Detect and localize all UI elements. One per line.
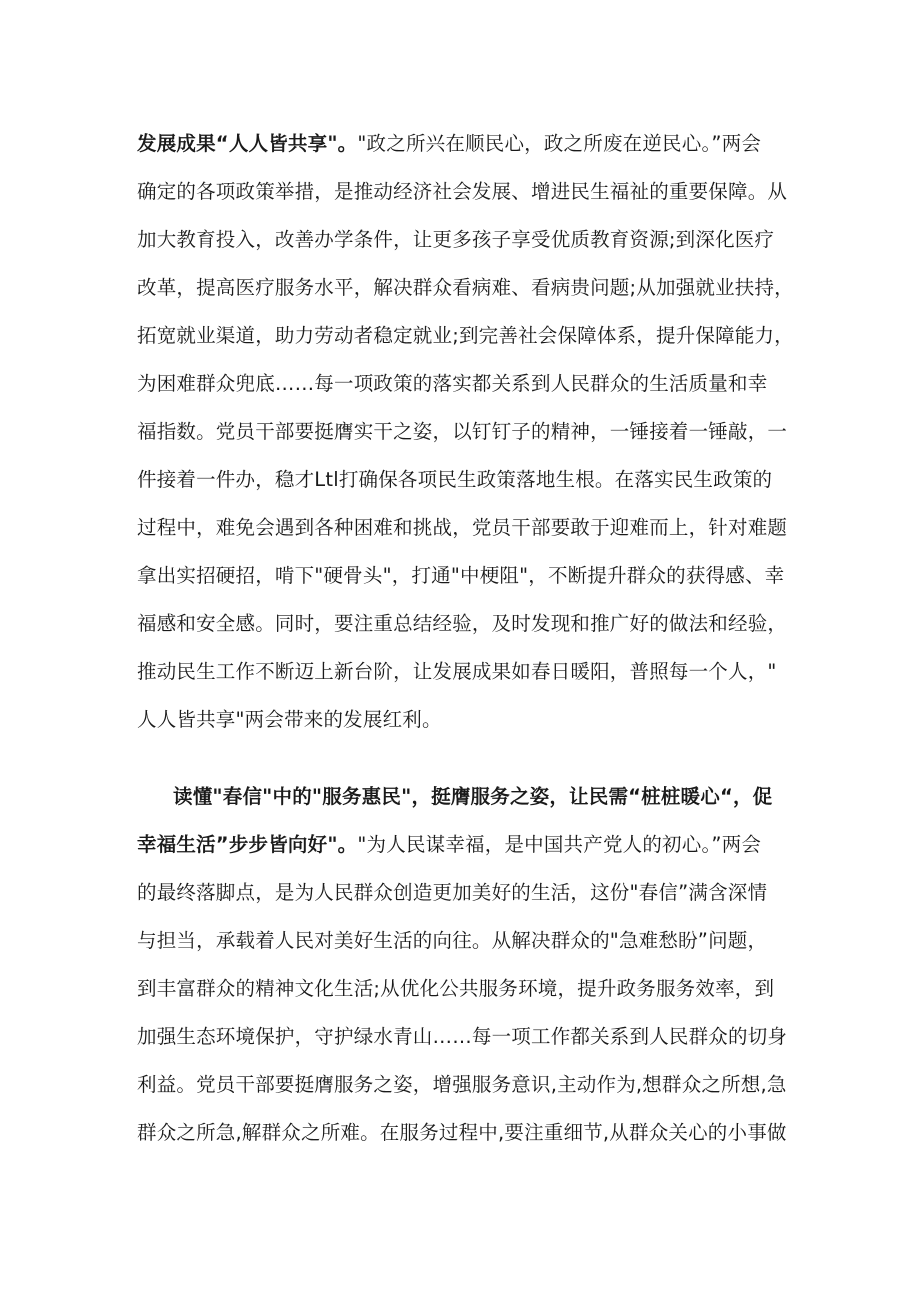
paragraph-1 (137, 120, 807, 744)
body-text: 福感和安全感。同时，要注重总结经验，及时发现和推广好的做法和经验， (137, 612, 788, 635)
text-line (137, 360, 807, 408)
body-text: 福指数。党员干部要挺膺实干之姿，以钉钉子的精神，一锤接着一锤敲，一 (137, 420, 788, 443)
body-text: 件接着一件办，稳才Ltl打确保各项民生政策落地生根。在落实民生政策的 (137, 468, 773, 491)
body-text: 群众之所急,解群众之所难。在服务过程中,要注重细节,从群众关心的小事做 (137, 1121, 787, 1144)
text-line (137, 648, 807, 696)
body-text: 与担当，承载着人民对美好生活的向往。从解决群众的"急难愁盼”问题， (137, 929, 768, 952)
text-line (137, 168, 807, 216)
body-text: 加强生态环境保护，守护绿水青山……每一项工作都关系到人民群众的切身 (137, 1025, 788, 1048)
bold-heading-text: 读懂"春信"中的"服务惠民"，挺膺服务之姿，让民需“桩桩暖心“，促 (173, 785, 773, 808)
text-line (137, 504, 807, 552)
text-line (137, 120, 807, 168)
bold-heading-text: 发展成果“人人皆共享"。 (137, 132, 358, 155)
bold-heading-text: 幸福生活”步步皆向好"。 (137, 833, 358, 856)
text-line (137, 1061, 807, 1109)
text-line (137, 408, 807, 456)
body-text: 到丰富群众的精神文化生活;从优化公共服务环境，提升政务服务效率，到 (137, 977, 775, 1000)
text-line (137, 312, 807, 360)
body-text: 推动民生工作不断迈上新台阶，让发展成果如春日暖阳，普照每一个人，" (137, 660, 777, 683)
text-line (137, 917, 807, 965)
body-text: 为困难群众兜底……每一项政策的落实都关系到人民群众的生活质量和幸 (137, 372, 768, 395)
body-text: 利益。党员干部要挺膺服务之姿，增强服务意识,主动作为,想群众之所想,急 (137, 1073, 787, 1096)
text-line (137, 216, 807, 264)
body-text: 过程中，难免会遇到各种困难和挑战，党员干部要敢于迎难而上，针对难题 (137, 516, 788, 539)
body-text: 拿出实招硬招，啃下"硬骨头"，打通"中梗阻"，不断提升群众的获得感、幸 (137, 564, 785, 587)
body-text: 拓宽就业渠道，助力劳动者稳定就业;到完善社会保障体系，提升保障能力， (137, 324, 794, 347)
text-line (137, 264, 807, 312)
text-line (137, 965, 807, 1013)
body-text: 加大教育投入，改善办学条件，让更多孩子享受优质教育资源;到深化医疗 (137, 228, 775, 251)
body-text: "政之所兴在顺民心，政之所废在逆民心。”两会 (357, 132, 762, 155)
text-line (137, 600, 807, 648)
text-line (137, 773, 807, 821)
body-text: "为人民谋幸福，是中国共产党人的初心。”两会 (357, 833, 762, 856)
paragraph-2 (137, 773, 807, 1157)
text-line (137, 869, 807, 917)
body-text: 确定的各项政策举措，是推动经济社会发展、增进民生福祉的重要保障。从 (137, 180, 788, 203)
text-line (137, 821, 807, 869)
text-line (137, 552, 807, 600)
text-line (137, 696, 807, 744)
body-text: 人人皆共享"两会带来的发展红利。 (137, 708, 442, 731)
text-line (137, 456, 807, 504)
text-line (137, 1013, 807, 1061)
body-text: 改革，提高医疗服务水平，解决群众看病难、看病贵问题;从加强就业扶持， (137, 276, 794, 299)
text-line (137, 1109, 807, 1157)
body-text: 的最终落脚点，是为人民群众创造更加美好的生活，这份"春信”满含深情 (137, 881, 768, 904)
